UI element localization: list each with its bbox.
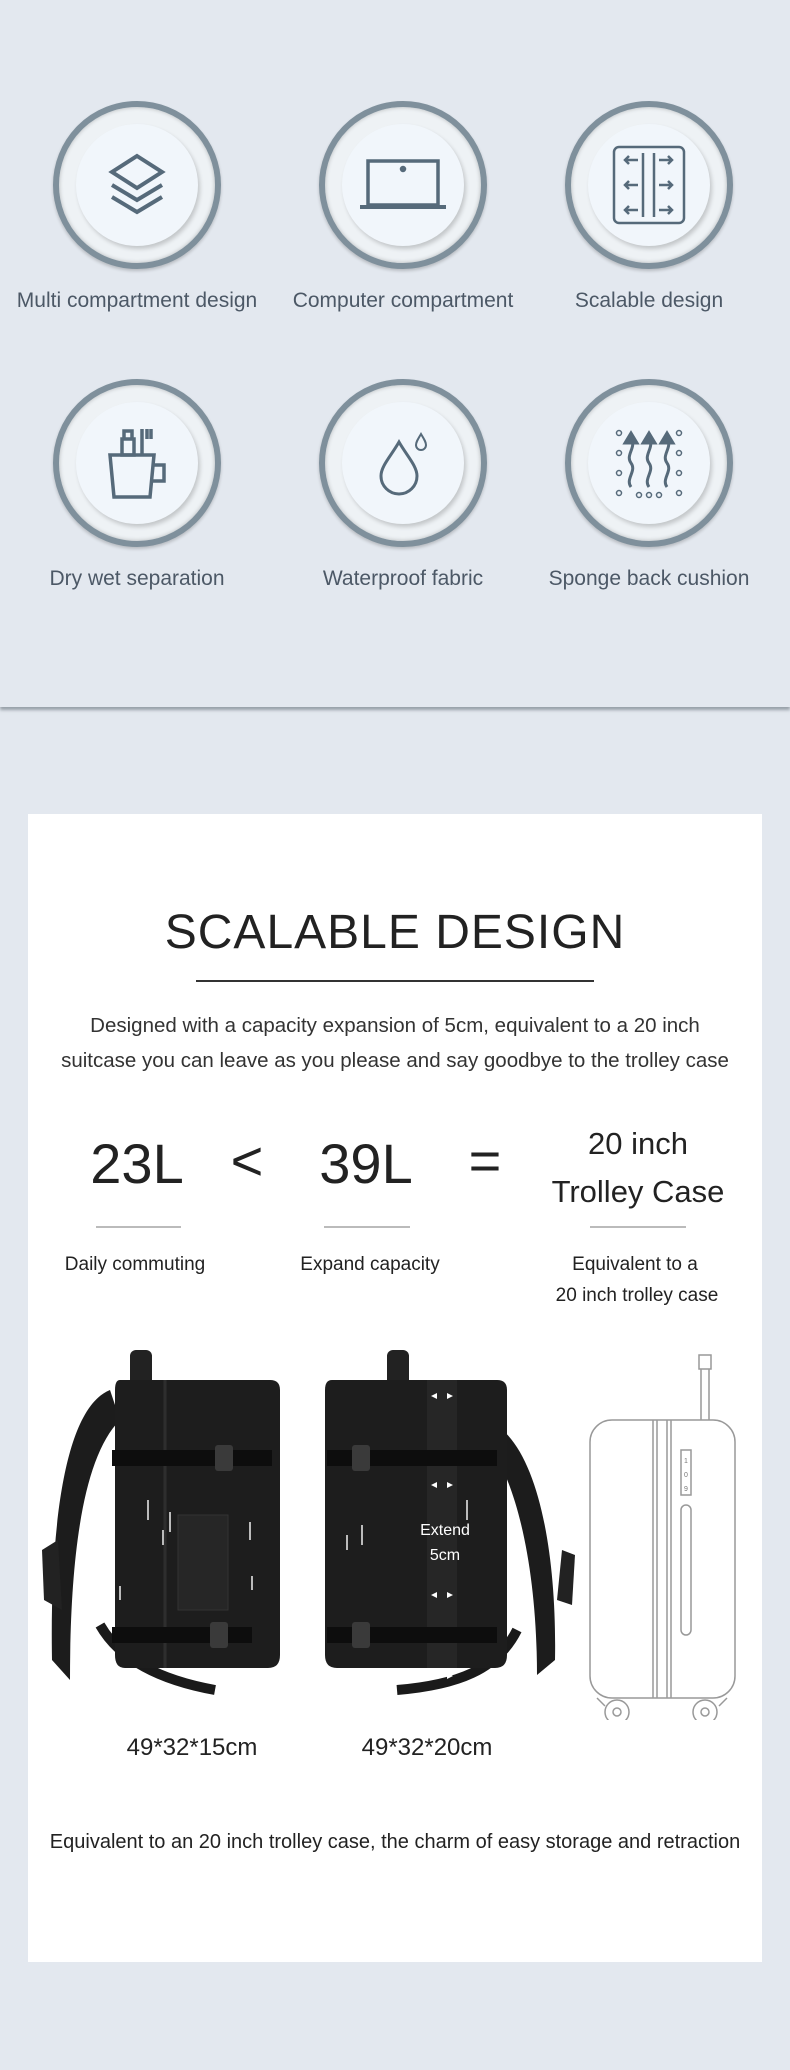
- lock-digit: 0: [684, 1472, 688, 1479]
- expand-arrows-icon: [612, 145, 686, 225]
- extend-label-line2: 5cm: [429, 1547, 461, 1564]
- feature-label: Scalable design: [574, 289, 724, 312]
- feature-circle: [565, 101, 733, 269]
- capacity-23l: 23L: [90, 1132, 184, 1195]
- feature-circle: [319, 379, 487, 547]
- trolley-label1: Equivalent to a: [572, 1254, 698, 1275]
- feature-sponge-back-cushion: [519, 379, 779, 591]
- feature-computer-compartment: [273, 101, 533, 313]
- airflow-cushion-icon: [609, 423, 689, 503]
- feature-label: Dry wet separation: [49, 567, 225, 590]
- feature-scalable-design: [519, 101, 779, 313]
- cup-toothbrush-icon: [102, 425, 172, 501]
- section-title: SCALABLE DESIGN: [164, 906, 626, 959]
- equals-sign: =: [468, 1129, 502, 1192]
- water-drop-icon: [373, 430, 433, 496]
- feature-label: Waterproof fabric: [322, 567, 484, 590]
- expand-capacity-label: Expand capacity: [300, 1254, 440, 1275]
- lock-digit: 9: [684, 1486, 688, 1493]
- daily-commuting-label: Daily commuting: [64, 1254, 206, 1275]
- capacity-39l: 39L: [319, 1132, 413, 1195]
- laptop-icon: [358, 155, 448, 215]
- trolley-case-image: [585, 1350, 740, 1720]
- section-description-line2: suitcase you can leave as you please and say goodbye to the trolley case: [61, 1049, 729, 1072]
- feature-circle: [53, 101, 221, 269]
- feature-dry-wet-separation: [7, 379, 267, 591]
- title-underline: [196, 980, 594, 982]
- trolley-line1: 20 inch: [588, 1126, 688, 1161]
- backpack-compact-image: [40, 1350, 280, 1710]
- trolley-label2: 20 inch trolley case: [555, 1285, 719, 1306]
- footer-caption: Equivalent to an 20 inch trolley case, the charm of easy storage and retraction: [49, 1831, 741, 1853]
- extend-label-line1: Extend: [420, 1522, 470, 1539]
- lock-digit: 1: [684, 1458, 688, 1465]
- feature-circle: [565, 379, 733, 547]
- layers-icon: [102, 150, 172, 220]
- capacity-underline: [590, 1226, 686, 1228]
- compact-dimensions: 49*32*15cm: [126, 1734, 258, 1761]
- expanded-dimensions: 49*32*20cm: [361, 1734, 493, 1761]
- feature-waterproof-fabric: [273, 379, 533, 591]
- feature-multi-compartment: [7, 101, 267, 313]
- feature-label: Sponge back cushion: [548, 567, 750, 590]
- capacity-underline: [324, 1226, 410, 1228]
- trolley-line2: Trolley Case: [551, 1174, 725, 1209]
- feature-circle: [319, 101, 487, 269]
- feature-label: Multi compartment design: [16, 289, 258, 312]
- feature-label: Computer compartment: [292, 289, 514, 312]
- capacity-underline: [96, 1226, 181, 1228]
- less-than-sign: <: [230, 1129, 264, 1192]
- section-description-line1: Designed with a capacity expansion of 5cm, equivalent to a 20 inch: [90, 1014, 700, 1037]
- feature-circle: [53, 379, 221, 547]
- backpack-expanded-image: [317, 1350, 577, 1710]
